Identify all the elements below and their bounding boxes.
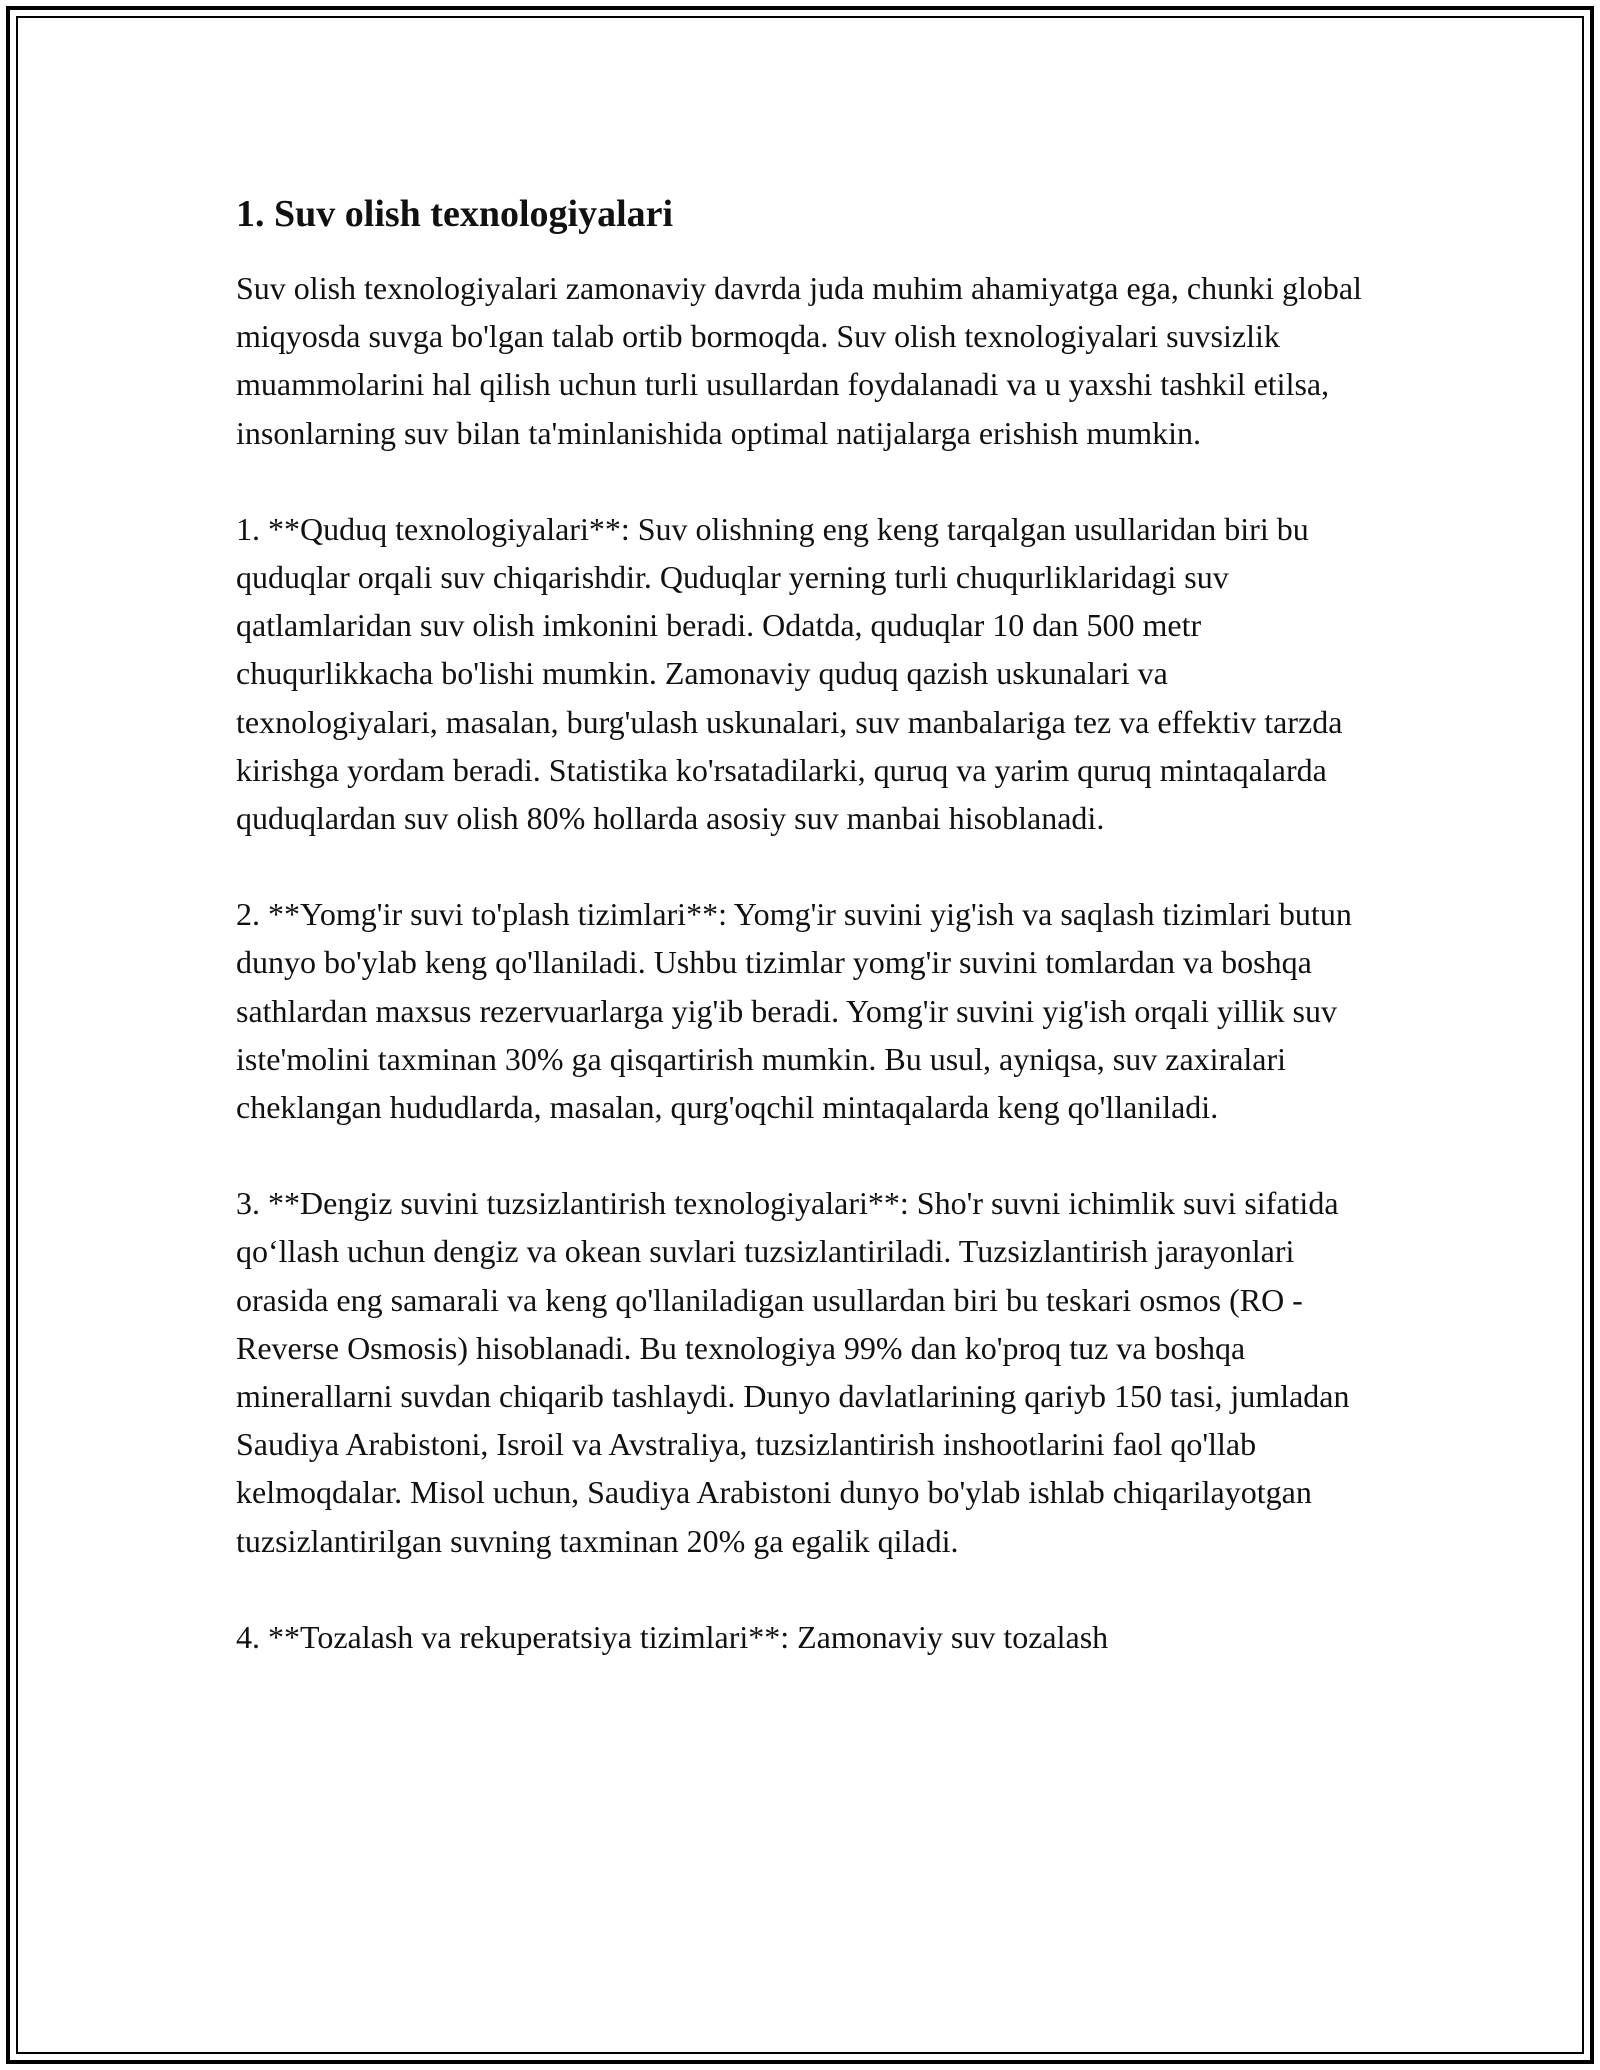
intro-paragraph: Suv olish texnologiyalari zamonaviy davrda juda muhim ahamiyatga ega, chunki global miqyosda suvga bo'lgan talab ortib bormoqda. Suv olish texnologiyalari suvsizlik muammolarini hal qilish uchun turli usullardan foydalanadi va u yaxshi tashkil etilsa, insonlarning suv bilan ta'minlanishida optimal natijalarga erishish mumkin.: [236, 270, 1362, 451]
paragraph-wells: 1. **Quduq texnologiyalari**: Suv olishning eng keng tarqalgan usullaridan biri bu quduqlar orqali suv chiqarishdir. Quduqlar yerning turli chuqurliklaridagi suv qatlamlaridan suv olish imkonini beradi. Odatda, quduqlar 10 dan 500 metr chuqurlikkacha bo'lishi mumkin. Zamonaviy quduq qazish uskunalari va texnologiyalari, masalan, burg'ulash uskunalari, suv manbalariga tez va effektiv tarzda kirishga yordam beradi. Statistika ko'rsatadilarki, quruq va yarim quruq mintaqalarda quduqlardan suv olish 80% hollarda asosiy suv manbai hisoblanadi.: [236, 510, 1343, 837]
paragraph-desalination: 3. **Dengiz suvini tuzsizlantirish texnologiyalari**: Sho'r suvni ichimlik suvi sifatida qo‘llash uchun dengiz va okean suvlari tuzsizlantiriladi. Tuzsizlantirish jarayonlari orasida eng samarali va keng qo'llaniladigan usullardan biri bu teskari osmos (RO - Reverse Osmosis) hisoblanadi. Bu texnologiya 99% dan ko'proq tuz va boshqa minerallarni suvdan chiqarib tashlaydi. Dunyo davlatlarining qariyb 150 tasi, jumladan Saudiya Arabistoni, Isroil va Avstraliya, tuzsizlantirish inshootlarini faol qo'llab kelmoqdalar. Misol uchun, Saudiya Arabistoni dunyo bo'ylab ishlab chiqarilayotgan tuzsizlantirilgan suvning taxminan 20% ga egalik qiladi.: [236, 1185, 1350, 1559]
paragraph-purification: 4. **Tozalash va rekuperatsiya tizimlari**: Zamonaviy suv tozalash: [236, 1618, 1109, 1655]
section-heading: 1. Suv olish texnologiyalari: [236, 193, 674, 235]
document-body: [236, 186, 1376, 1709]
paragraph-rainwater: 2. **Yomg'ir suvi to'plash tizimlari**: Yomg'ir suvini yig'ish va saqlash tizimlari butun dunyo bo'ylab keng qo'llaniladi. Ushbu tizimlar yomg'ir suvini tomlardan va boshqa sathlardan maxsus rezervuarlarga yig'ib beradi. Yomg'ir suvini yig'ish orqali yillik suv iste'molini taxminan 30% ga qisqartirish mumkin. Bu usul, ayniqsa, suv zaxiralari cheklangan hududlarda, masalan, qurg'oqchil mintaqalarda keng qo'llaniladi.: [236, 896, 1352, 1126]
